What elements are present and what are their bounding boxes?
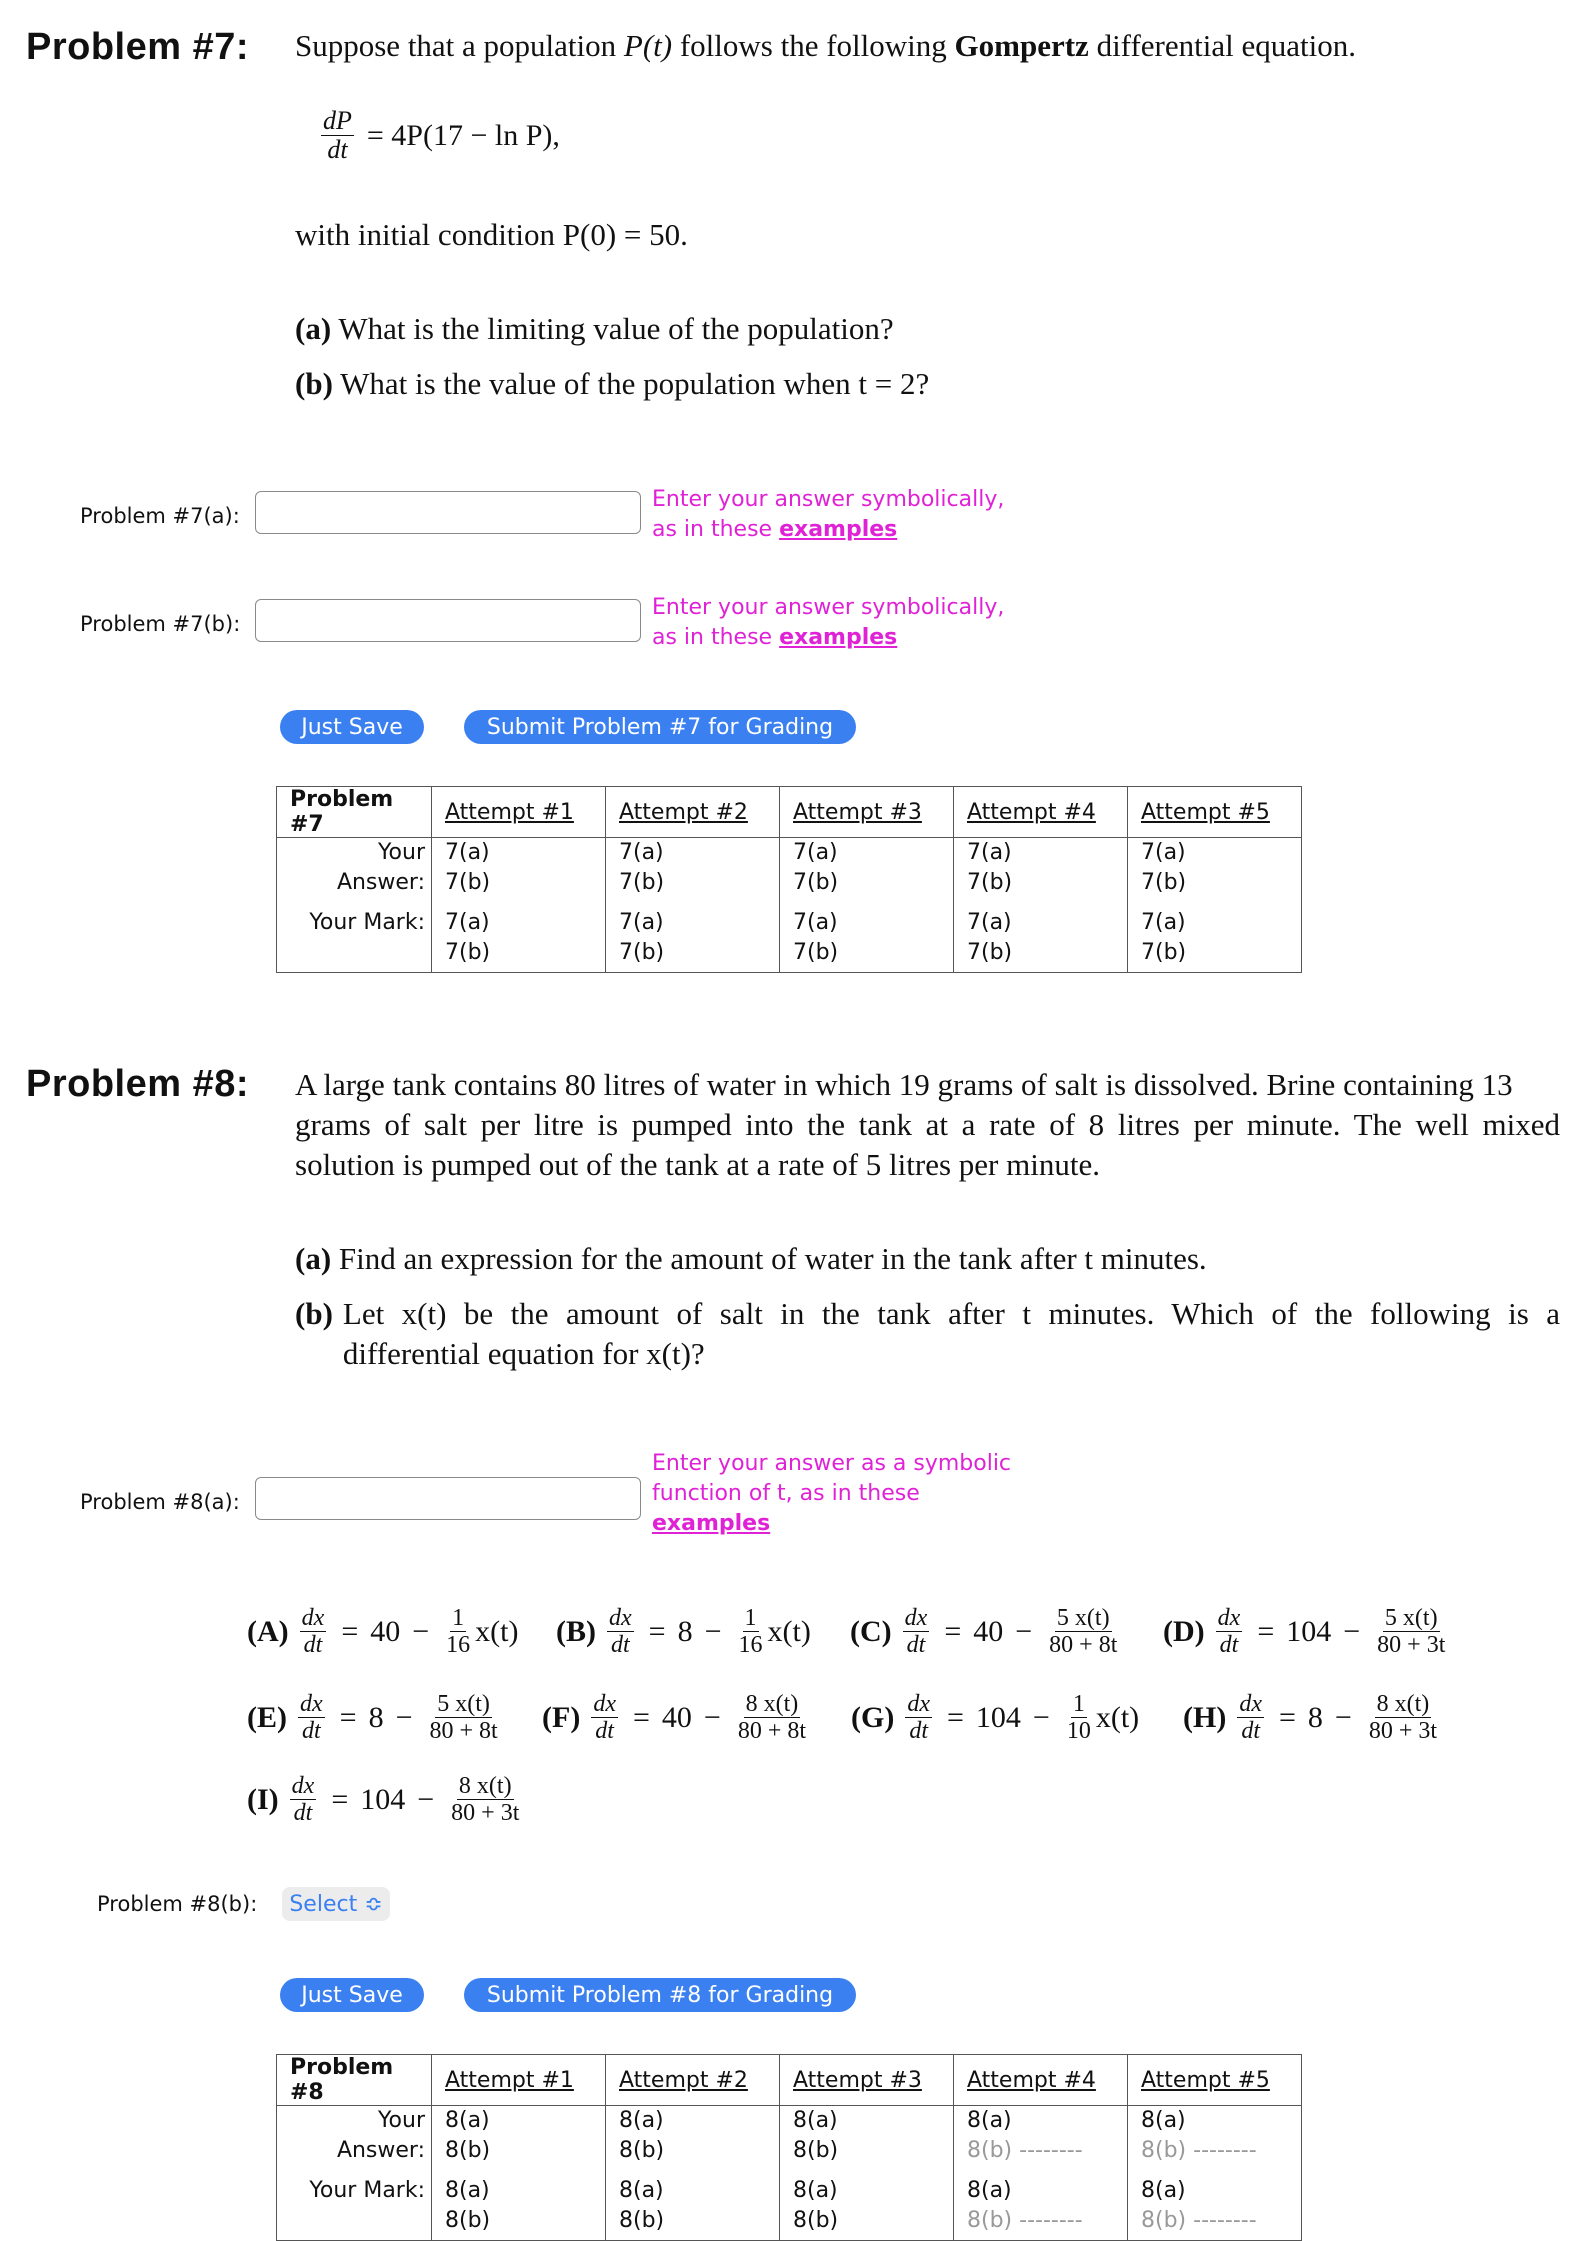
question-text: differential equation for x(t)? <box>342 1336 705 1371</box>
question-text: What is the limiting value of the population? <box>338 311 894 346</box>
row-label: Your Answer: <box>277 2106 432 2167</box>
question-label: (a) <box>295 311 332 346</box>
mark-cell: 7(a) 7(b) <box>954 898 1128 973</box>
mark-cell: 7(a) 7(b) <box>1128 898 1302 973</box>
coefficient-fraction: $\frac{5 x(t)}{80 + 8t}$ <box>1049 1605 1118 1658</box>
intro-function: P(t) <box>623 28 673 63</box>
choice-option: (D) $\frac{dx}{dt}$ = 104 − $\frac{5 x(t)}{80 + 3t}$ <box>1163 1605 1446 1658</box>
statement-line: A large tank contains 80 litres of water in which 19 grams of salt is dissolved. Brine containing 13 <box>295 1067 1513 1102</box>
just-save-button-8[interactable]: Just Save <box>280 1978 424 2012</box>
choice-option: (B) $\frac{dx}{dt}$ = 8 − $\frac{1}{16}$ x(t) <box>556 1605 811 1658</box>
derivative-fraction: $\frac{dx}{dt}$ <box>301 1605 325 1658</box>
choice-option: (E) $\frac{dx}{dt}$ = 8 − $\frac{5 x(t)}{80 + 8t}$ <box>247 1691 498 1744</box>
answer-input-7b[interactable] <box>255 599 641 642</box>
choice-option: (C) $\frac{dx}{dt}$ = 40 − $\frac{5 x(t)}{80 + 8t}$ <box>850 1605 1118 1658</box>
hint-8a <box>652 1449 1011 1539</box>
hint-7a <box>652 485 1004 545</box>
answer-cell: 8(a) 8(b) <box>432 2106 606 2167</box>
row-label: Your Mark: <box>277 2166 432 2241</box>
mark-cell: 8(a) 8(b) -------- <box>1128 2166 1302 2241</box>
coefficient-fraction: $\frac{1}{10}$ <box>1066 1691 1091 1744</box>
attempt-header[interactable]: Attempt #2 <box>606 787 780 838</box>
attempt-header[interactable]: Attempt #1 <box>432 2055 606 2106</box>
table-row <box>277 898 1302 973</box>
intro-text: differential equation. <box>1096 28 1356 63</box>
question-text: Let x(t) be the amount of salt in the tank after t minutes. Which of the following is a <box>342 1296 1560 1331</box>
attempt-header[interactable]: Attempt #5 <box>1128 787 1302 838</box>
coefficient-fraction: $\frac{8 x(t)}{80 + 8t}$ <box>737 1691 807 1744</box>
derivative-fraction: $\frac{dx}{dt}$ <box>904 1605 928 1658</box>
row-label: Your Mark: <box>277 898 432 973</box>
question-8b <box>295 1294 1560 1374</box>
choice-option: (F) $\frac{dx}{dt}$ = 40 − $\frac{8 x(t)}{80 + 8t}$ <box>542 1691 807 1744</box>
intro-text: follows the following <box>679 28 947 63</box>
mark-cell: 8(a) 8(b) <box>780 2166 954 2241</box>
problem-7-title: Problem #7: <box>26 26 250 68</box>
option-label: (E) <box>247 1700 287 1734</box>
answer-cell: 7(a) 7(b) <box>780 838 954 899</box>
question-label: (b) <box>295 366 333 401</box>
choice-option: (A) $\frac{dx}{dt}$ = 40 − $\frac{1}{16}$ x(t) <box>247 1605 519 1658</box>
option-label: (C) <box>850 1614 892 1648</box>
attempt-header[interactable]: Attempt #2 <box>606 2055 780 2106</box>
table-header: Problem #7 <box>277 787 432 838</box>
derivative-fraction: $\frac{dx}{dt}$ <box>291 1773 315 1826</box>
answer-cell: 7(a) 7(b) <box>432 838 606 899</box>
answer-cell: 7(a) 7(b) <box>954 838 1128 899</box>
option-label: (A) <box>247 1614 289 1648</box>
derivative-fraction <box>321 108 354 163</box>
answer-label-8a: Problem #8(a): <box>80 1490 240 1514</box>
option-label: (I) <box>247 1782 279 1816</box>
choice-option: (H) $\frac{dx}{dt}$ = 8 − $\frac{8 x(t)}{80 + 3t}$ <box>1183 1691 1438 1744</box>
problem-8-title: Problem #8: <box>26 1063 250 1105</box>
intro-text: Suppose that a population <box>295 28 617 63</box>
examples-link[interactable]: examples <box>779 517 898 542</box>
attempt-header[interactable]: Attempt #3 <box>780 2055 954 2106</box>
problem-8-statement <box>295 1065 1560 1185</box>
hint-text: Enter your answer as a symbolic <box>652 1451 1012 1476</box>
answer-cell: 7(a) 7(b) <box>1128 838 1302 899</box>
coefficient-fraction: $\frac{1}{16}$ <box>738 1605 763 1658</box>
choice-option: (G) $\frac{dx}{dt}$ = 104 − $\frac{1}{10}$ x(t) <box>851 1691 1140 1744</box>
mark-cell: 7(a) 7(b) <box>606 898 780 973</box>
attempts-table-8 <box>276 2054 1302 2241</box>
just-save-button-7[interactable]: Just Save <box>280 710 424 744</box>
derivative-fraction: $\frac{dx}{dt}$ <box>1239 1691 1262 1744</box>
option-label: (F) <box>542 1700 581 1734</box>
choice-option: (I) $\frac{dx}{dt}$ = 104 − $\frac{8 x(t)}{80 + 3t}$ <box>247 1773 520 1826</box>
table-row <box>277 838 1302 899</box>
derivative-fraction: $\frac{dx}{dt}$ <box>1217 1605 1241 1658</box>
hint-text: Enter your answer symbolically, <box>652 595 1005 620</box>
mark-cell: 8(a) 8(b) <box>606 2166 780 2241</box>
question-7b <box>295 364 929 404</box>
question-text: Find an expression for the amount of water in the tank after t minutes. <box>338 1241 1207 1276</box>
hint-text: Enter your answer symbolically, <box>652 487 1005 512</box>
answer-cell: 8(a) 8(b) -------- <box>1128 2106 1302 2167</box>
mark-cell: 8(a) 8(b) -------- <box>954 2166 1128 2241</box>
coefficient-fraction: $\frac{1}{16}$ <box>446 1605 471 1658</box>
mark-cell: 7(a) 7(b) <box>780 898 954 973</box>
answer-select-8b[interactable]: Select ≎ <box>282 1887 390 1921</box>
answer-label-8b: Problem #8(b): <box>97 1892 258 1916</box>
problem-7-intro <box>295 26 1356 66</box>
attempt-header[interactable]: Attempt #4 <box>954 787 1128 838</box>
answer-input-7a[interactable] <box>255 491 641 534</box>
coefficient-fraction: $\frac{8 x(t)}{80 + 3t}$ <box>451 1773 520 1826</box>
option-label: (D) <box>1163 1614 1205 1648</box>
hint-text: as in these <box>652 517 773 542</box>
answer-cell: 8(a) 8(b) -------- <box>954 2106 1128 2167</box>
fraction-numerator: dP <box>323 106 352 135</box>
hint-7b <box>652 593 1004 653</box>
submit-button-8[interactable]: Submit Problem #8 for Grading <box>464 1978 856 2012</box>
coefficient-fraction: $\frac{5 x(t)}{80 + 8t}$ <box>429 1691 498 1744</box>
hint-text: as in these <box>652 625 773 650</box>
attempts-table-7 <box>276 786 1302 973</box>
answer-cell: 8(a) 8(b) <box>606 2106 780 2167</box>
examples-link[interactable]: examples <box>779 625 898 650</box>
question-text: What is the value of the population when t = 2? <box>340 366 930 401</box>
attempt-header[interactable]: Attempt #3 <box>780 787 954 838</box>
init-equation: P(0) = 50. <box>562 217 688 252</box>
answer-label-7a: Problem #7(a): <box>80 504 240 528</box>
answer-input-8a[interactable] <box>255 1477 641 1520</box>
initial-condition <box>295 215 688 255</box>
statement-line: grams of salt per litre is pumped into the tank at a rate of 8 litres per minute. The well mixed <box>295 1107 1560 1142</box>
answer-cell: 8(a) 8(b) <box>780 2106 954 2167</box>
question-7a <box>295 309 894 349</box>
table-header: Problem #8 <box>277 2055 432 2106</box>
derivative-fraction: $\frac{dx}{dt}$ <box>609 1605 632 1658</box>
attempt-header[interactable]: Attempt #4 <box>954 2055 1128 2106</box>
coefficient-fraction: $\frac{8 x(t)}{80 + 3t}$ <box>1368 1691 1438 1744</box>
option-label: (B) <box>556 1614 596 1648</box>
row-label: Your Answer: <box>277 838 432 899</box>
examples-link[interactable]: examples <box>652 1511 771 1536</box>
hint-text: function of t, as in these <box>652 1481 920 1506</box>
question-label: (b) <box>295 1296 333 1331</box>
question-8a <box>295 1239 1207 1279</box>
gompertz-equation <box>318 108 560 163</box>
derivative-fraction: $\frac{dx}{dt}$ <box>300 1691 323 1744</box>
coefficient-fraction: $\frac{5 x(t)}{80 + 3t}$ <box>1377 1605 1446 1658</box>
answer-cell: 7(a) 7(b) <box>606 838 780 899</box>
intro-bold: Gompertz <box>954 28 1089 63</box>
question-label: (a) <box>295 1241 332 1276</box>
mark-cell: 7(a) 7(b) <box>432 898 606 973</box>
option-label: (H) <box>1183 1700 1227 1734</box>
init-text: with initial condition <box>295 217 556 252</box>
table-row <box>277 2166 1302 2241</box>
option-label: (G) <box>851 1700 895 1734</box>
table-row <box>277 2106 1302 2167</box>
derivative-fraction: $\frac{dx}{dt}$ <box>593 1691 616 1744</box>
statement-line: solution is pumped out of the tank at a rate of 5 litres per minute. <box>295 1147 1100 1182</box>
fraction-denominator: dt <box>327 135 348 164</box>
answer-label-7b: Problem #7(b): <box>80 612 241 636</box>
submit-button-7[interactable]: Submit Problem #7 for Grading <box>464 710 856 744</box>
equation-rhs: = 4P(17 − ln P), <box>366 118 560 152</box>
mark-cell: 8(a) 8(b) <box>432 2166 606 2241</box>
derivative-fraction: $\frac{dx}{dt}$ <box>907 1691 930 1744</box>
attempt-header[interactable]: Attempt #5 <box>1128 2055 1302 2106</box>
attempt-header[interactable]: Attempt #1 <box>432 787 606 838</box>
